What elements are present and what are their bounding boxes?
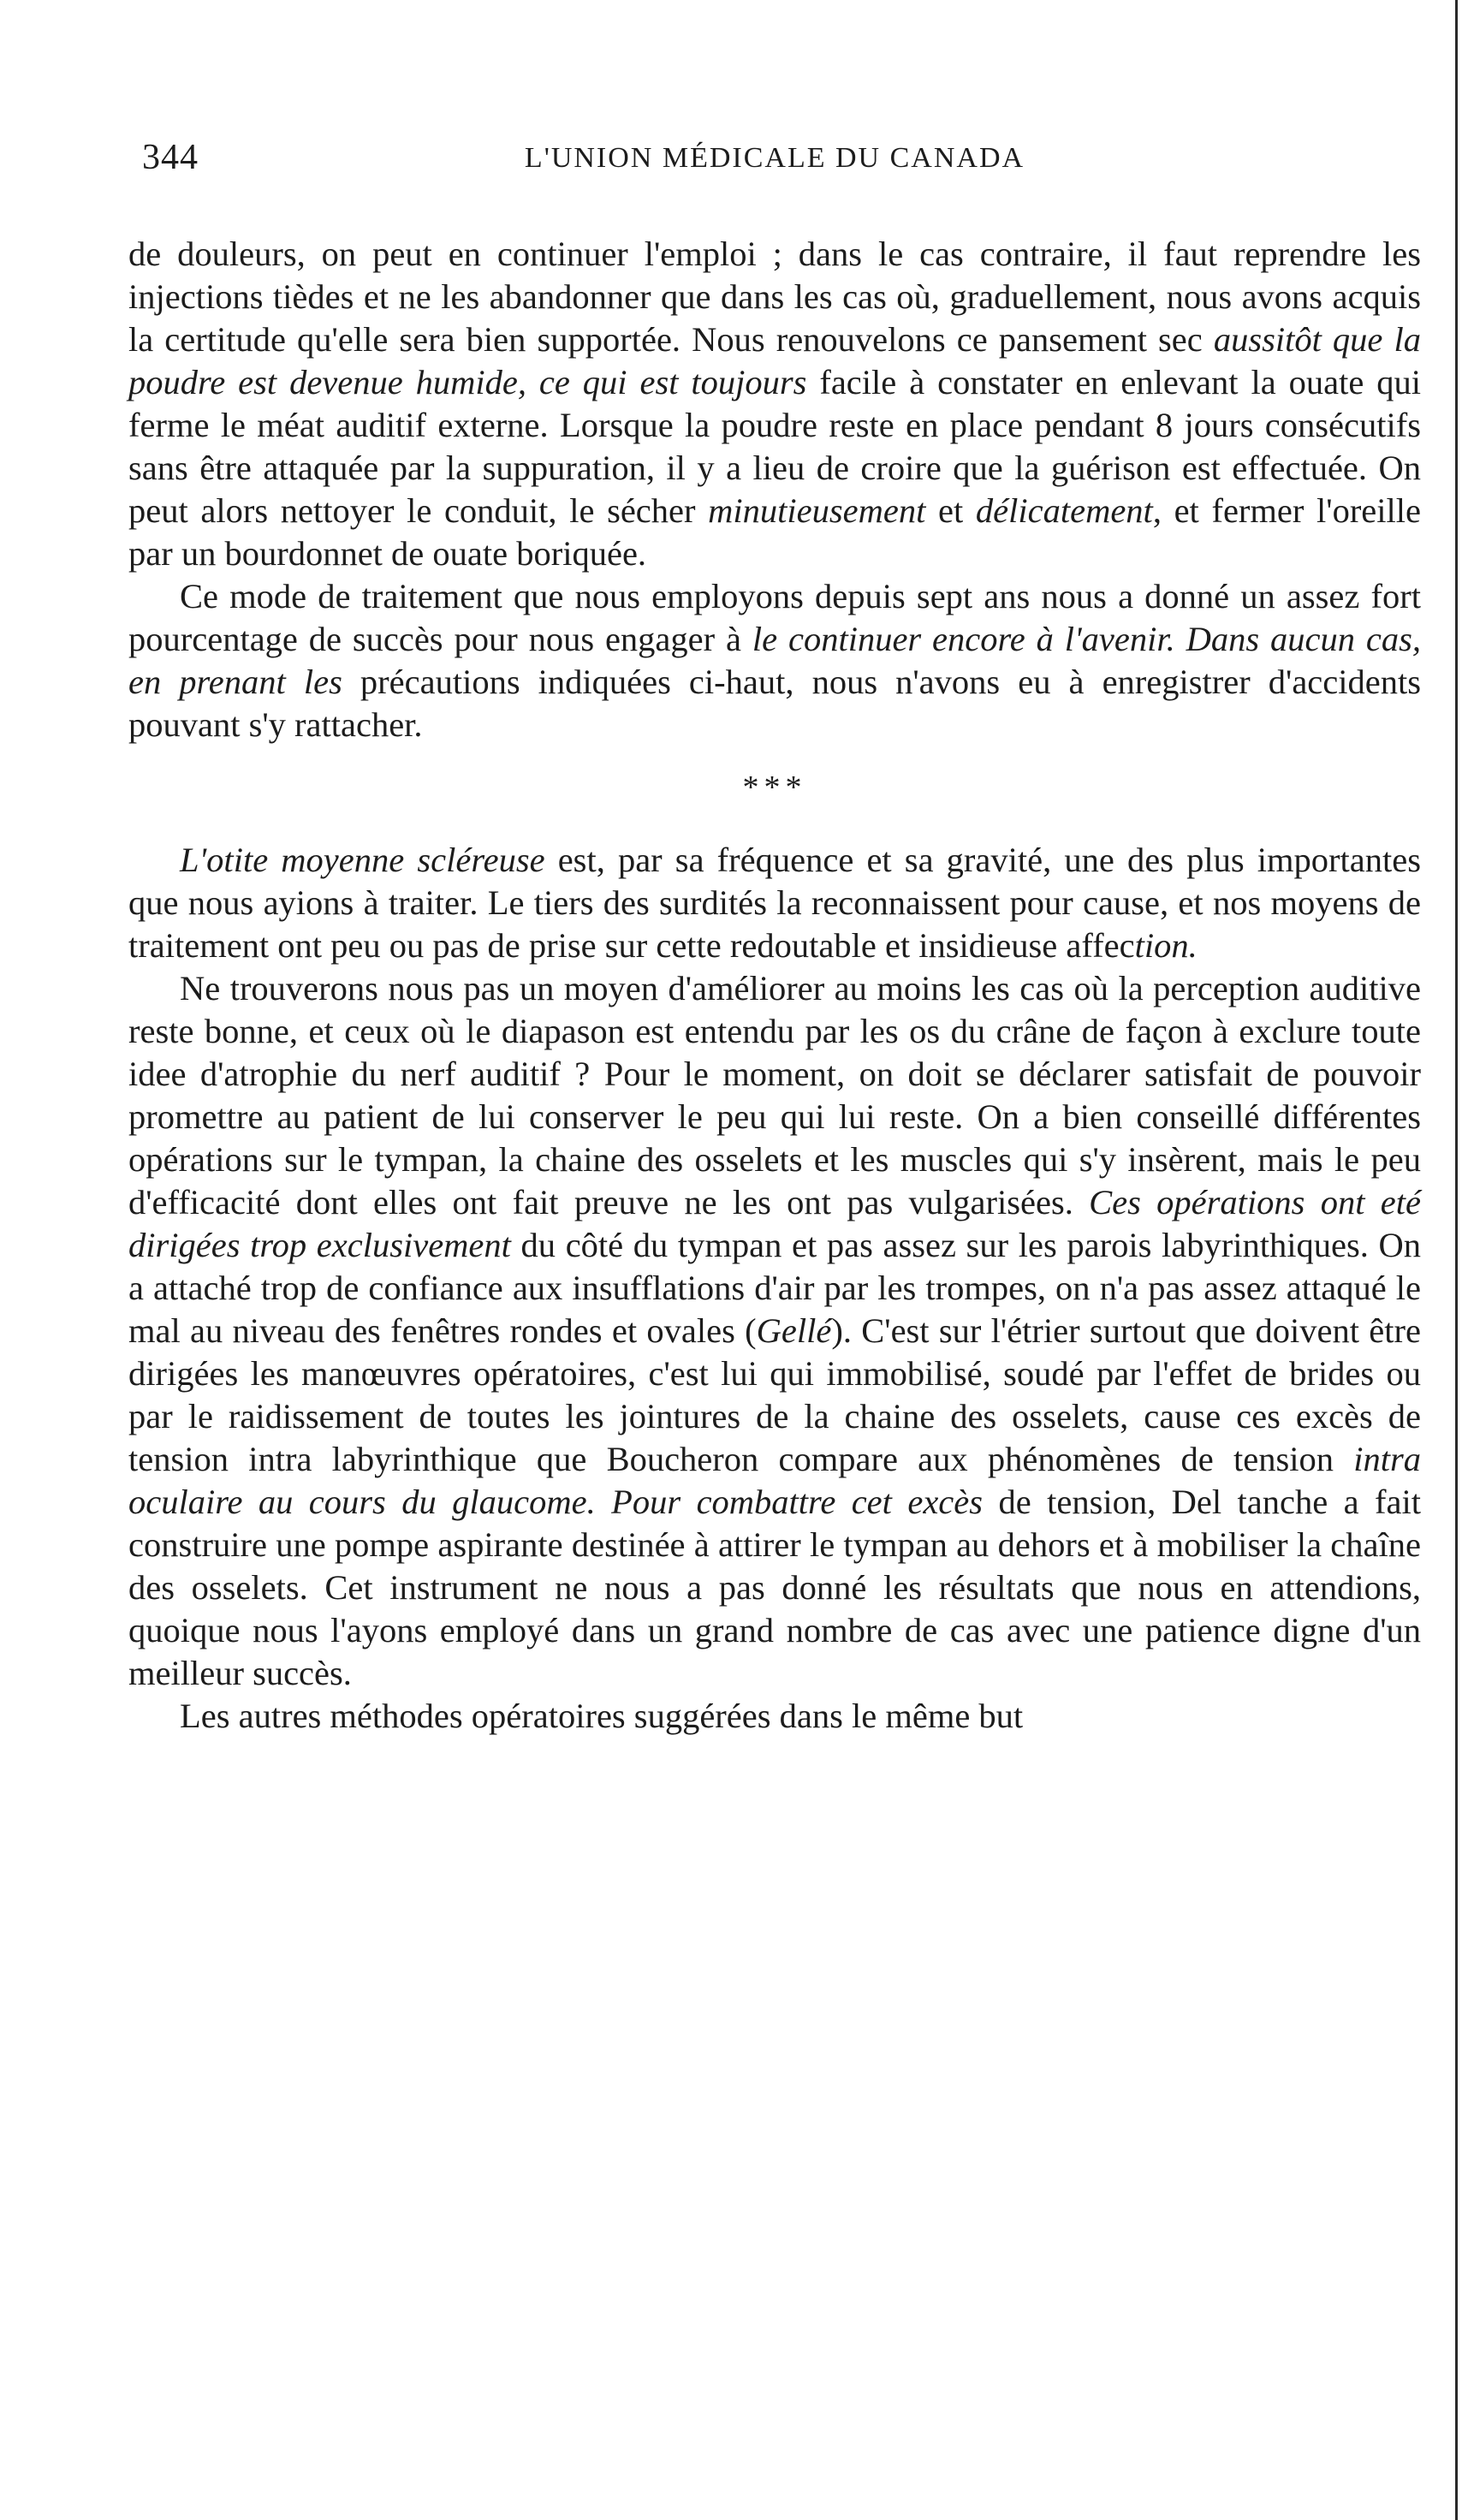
paragraph-1-italic-f: délicatement [975,491,1153,530]
paragraph-3 [128,839,1421,967]
paragraph-2-part-a: Ce mode de traitement que nous employons depuis sept ans nous a donné un assez fort pourcentage de succès pour nous engager à [128,577,1421,658]
paragraph-4-part-a: Ne trouverons nous pas un moyen d'améliorer au moins les cas où la perception auditive reste bonne, et ceux où le diapason est entendu par les os du crâne de façon à exclure toute idee d'atrophie du nerf auditif ? Pour le moment, on doit se déclarer satisfait de pouvoir promettre au patient de lui conserver le peu qui lui reste. On a bien conseillé différentes opérations sur le tympan, la chaine des osselets et les muscles qui s'y insèrent, mais le peu d'efficacité dont elles ont fait preuve ne les ont pas vulgarisées. [128,969,1421,1221]
section-asterism [128,757,1421,818]
paragraph-4 [128,967,1421,1695]
paragraph-1-part-e: et [925,491,976,530]
paragraph-3-italic-c: tion. [1134,926,1198,965]
body-text [128,233,1421,1738]
paragraph-4-part-c: du côté du tympan et pas assez sur les parois labyrinthiques. On a attaché trop de confiance aux insufflations d'air par les trompes, on n'a pas assez attaqué le mal au niveau des fenêtres rondes et ovales ( [128,1226,1421,1350]
paragraph-4-italic-f: intra oculaire au cours du glaucome. Pour combattre cet excès [128,1440,1421,1521]
paragraph-4-italic-d: Gellé [756,1311,832,1350]
asterism-glyphs: *** [742,770,807,805]
paragraph-1-italic-b: aussitôt que la poudre est devenue humide, ce qui est toujours [128,320,1421,401]
paragraph-4-part-g: de tension, Del tanche a fait construire une pompe aspirante destinée à attirer le tympan au dehors et à mobiliser la chaîne des osselets. Cet instrument ne nous a pas donné les résultats que nous en attendions, quoique nous l'ayons employé dans un grand nombre de cas avec une patience digne d'un meilleur succès. [128,1483,1421,1692]
page-edge-line [1455,0,1458,2520]
paragraph-1-italic-d: minutieusement [708,491,926,530]
page-header [128,137,1421,188]
paragraph-5-text: Les autres méthodes opératoires suggérées dans le même but [180,1697,1024,1735]
paragraph-2 [128,575,1421,746]
paragraph-4-part-e: ). C'est sur l'étrier surtout que doivent être dirigées les manœuvres opératoires, c'est lui qui immobilisé, soudé par l'effet de brides ou par le raidissement de toutes les jointures de la chaine des osselets, cause ces excès de tension intra labyrinthique que Boucheron compare aux phénomènes de tension [128,1311,1421,1478]
paragraph-1-part-a: de douleurs, on peut en continuer l'emploi ; dans le cas contraire, il faut reprendre les injections tièdes et ne les abandonner que dans les cas où, graduellement, nous avons acquis la certitude qu'elle sera bien supportée. Nous renouvelons ce pansement sec [128,235,1421,359]
paragraph-5 [128,1695,1421,1738]
paragraph-2-part-c: précautions indiquées ci-haut, nous n'avons eu à enregistrer d'accidents pouvant s'y rattacher. [128,663,1421,744]
page-number: 344 [142,138,199,177]
paragraph-1-part-c: facile à constater en enlevant la ouate qui ferme le méat auditif externe. Lorsque la poudre reste en place pendant 8 jours consécutifs sans être attaquée par la suppuration, il y a lieu de croire que la guérison est effectuée. On peut alors nettoyer le conduit, le sécher [128,363,1421,530]
paragraph-1 [128,233,1421,575]
paragraph-3-italic-a: L'otite moyenne scléreuse [180,841,545,879]
running-title: L'UNION MÉDICALE DU CANADA [524,142,1025,174]
paragraph-1-part-g: , et fermer l'oreille par un bourdonnet de ouate boriquée. [128,491,1422,573]
paragraph-4-italic-b: Ces opérations ont eté dirigées trop exclusivement [128,1183,1421,1264]
paragraph-3-part-b: est, par sa fréquence et sa gravité, une des plus importantes que nous ayions à traiter. Le tiers des surdités la reconnaissent pour cause, et nos moyens de traitement ont peu ou pas de prise sur cette redoutable et insidieuse affec [128,841,1421,965]
paragraph-2-italic-b: le continuer encore à l'avenir. Dans aucun cas, en prenant les [128,620,1421,701]
page [128,137,1421,1738]
